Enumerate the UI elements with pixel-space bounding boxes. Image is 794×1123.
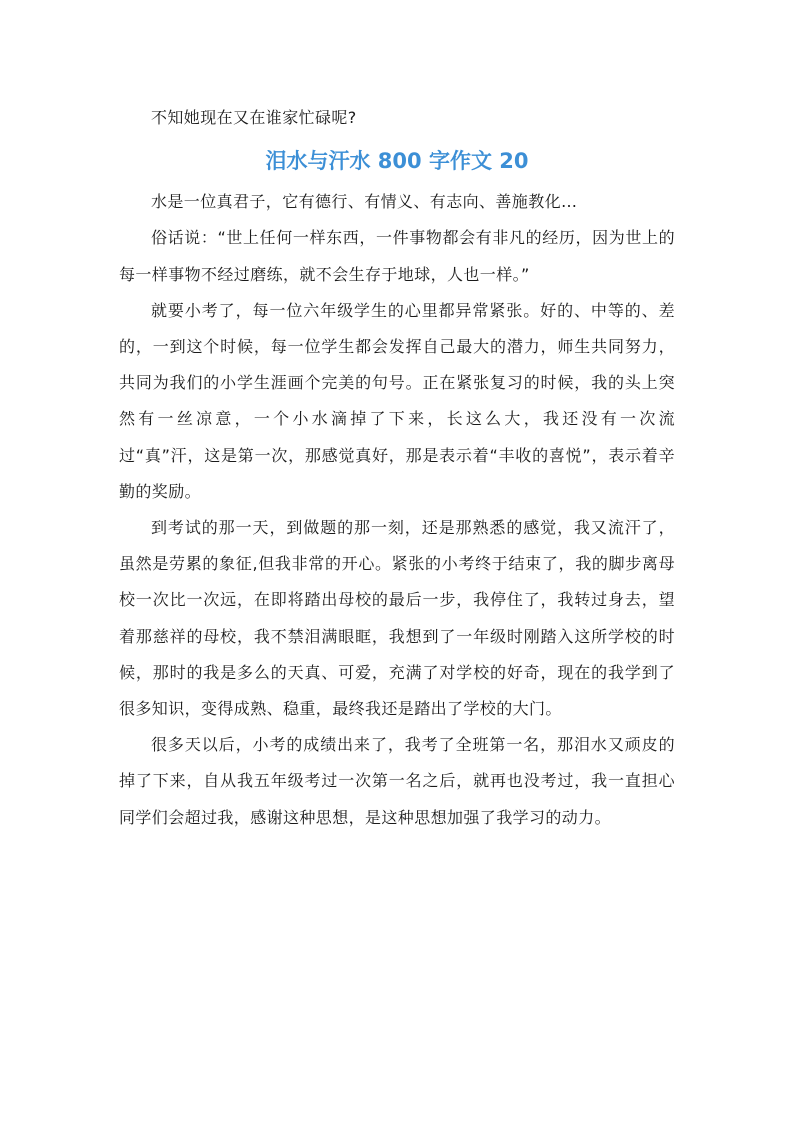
document-body bbox=[119, 100, 675, 836]
paragraph-5: 很多天以后，小考的成绩出来了，我考了全班第一名，那泪水又顽皮的掉了下来，自从我五年级考过一次第一名之后，就再也没考过，我一直担心同学们会超过我，感谢这种思想，是这种思想加强了我学习的动力。 bbox=[119, 735, 675, 827]
paragraph-4: 到考试的那一天，到做题的那一刻，还是那熟悉的感觉，我又流汗了，虽然是劳累的象征,但我非常的开心。紧张的小考终于结束了，我的脚步离母校一次比一次远，在即将踏出母校的最后一步，我停住了，我转过身去，望着那慈祥的母校，我不禁泪满眼眶，我想到了一年级时刚踏入这所学校的时候，那时的我是多么的天真、可爱，充满了对学校的好奇，现在的我学到了很多知识，变得成熟、稳重，最终我还是踏出了学校的大门。 bbox=[119, 518, 675, 719]
paragraph-3: 就要小考了，每一位六年级学生的心里都异常紧张。好的、中等的、差的，一到这个时候，每一位学生都会发挥自己最大的潜力，师生共同努力，共同为我们的小学生涯画个完美的句号。正在紧张复习的时候，我的头上突然有一丝凉意，一个小水滴掉了下来，长这么大，我还没有一次流过“真”汗，这是第一次，那感觉真好，那是表示着“丰收的喜悦”，表示着辛勤的奖励。 bbox=[119, 300, 675, 501]
paragraph-2: 俗话说：“世上任何一样东西，一件事物都会有非凡的经历，因为世上的每一样事物不经过磨练，就不会生存于地球，人也一样。” bbox=[119, 228, 675, 284]
intro-line: 不知她现在又在谁家忙碌呢? bbox=[151, 108, 357, 127]
article-title: 泪水与汗水 800 字作文 20 bbox=[265, 149, 529, 174]
paragraph-1: 水是一位真君子，它有德行、有情义、有志向、善施教化… bbox=[151, 192, 578, 212]
